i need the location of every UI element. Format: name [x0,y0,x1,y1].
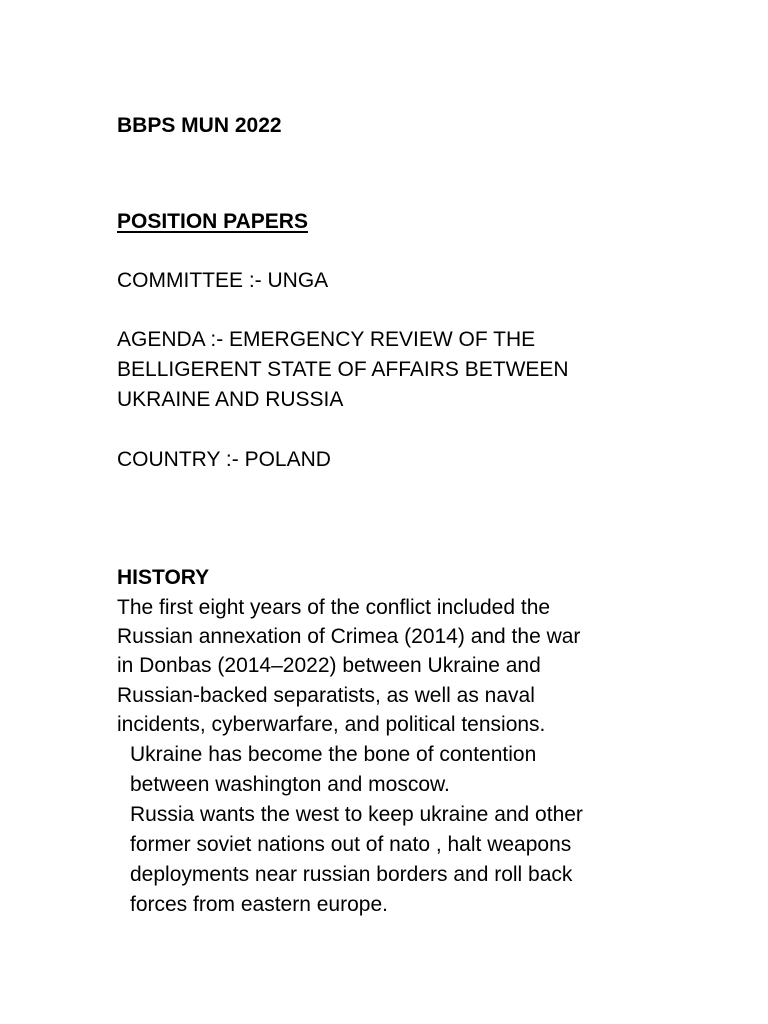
section-heading: POSITION PAPERS [117,210,308,233]
history-indented-line: former soviet nations out of nato , halt weapons [130,833,572,856]
agenda-line: UKRAINE AND RUSSIA [117,388,344,411]
country-line: COUNTRY :- POLAND [117,448,331,471]
history-paragraph-line: incidents, cyberwarfare, and political tensions. [117,713,546,736]
agenda-line: AGENDA :- EMERGENCY REVIEW OF THE [117,328,536,351]
document-title: BBPS MUN 2022 [117,114,282,137]
history-indented-line: deployments near russian borders and roll back [130,863,573,886]
history-paragraph-line: in Donbas (2014–2022) between Ukraine and [117,654,541,677]
history-paragraph-line: Russian-backed separatists, as well as naval [117,684,535,707]
history-paragraph-line: The first eight years of the conflict included the [117,596,551,619]
history-indented-line: between washington and moscow. [130,773,450,796]
history-indented-line: Russia wants the west to keep ukraine and other [130,803,583,826]
history-paragraph-line: Russian annexation of Crimea (2014) and the war [117,625,581,648]
committee-line: COMMITTEE :- UNGA [117,269,329,292]
agenda-line: BELLIGERENT STATE OF AFFAIRS BETWEEN [117,358,569,381]
history-heading: HISTORY [117,566,210,589]
history-indented-line: forces from eastern europe. [130,893,388,916]
history-indented-line: Ukraine has become the bone of contention [130,743,537,766]
